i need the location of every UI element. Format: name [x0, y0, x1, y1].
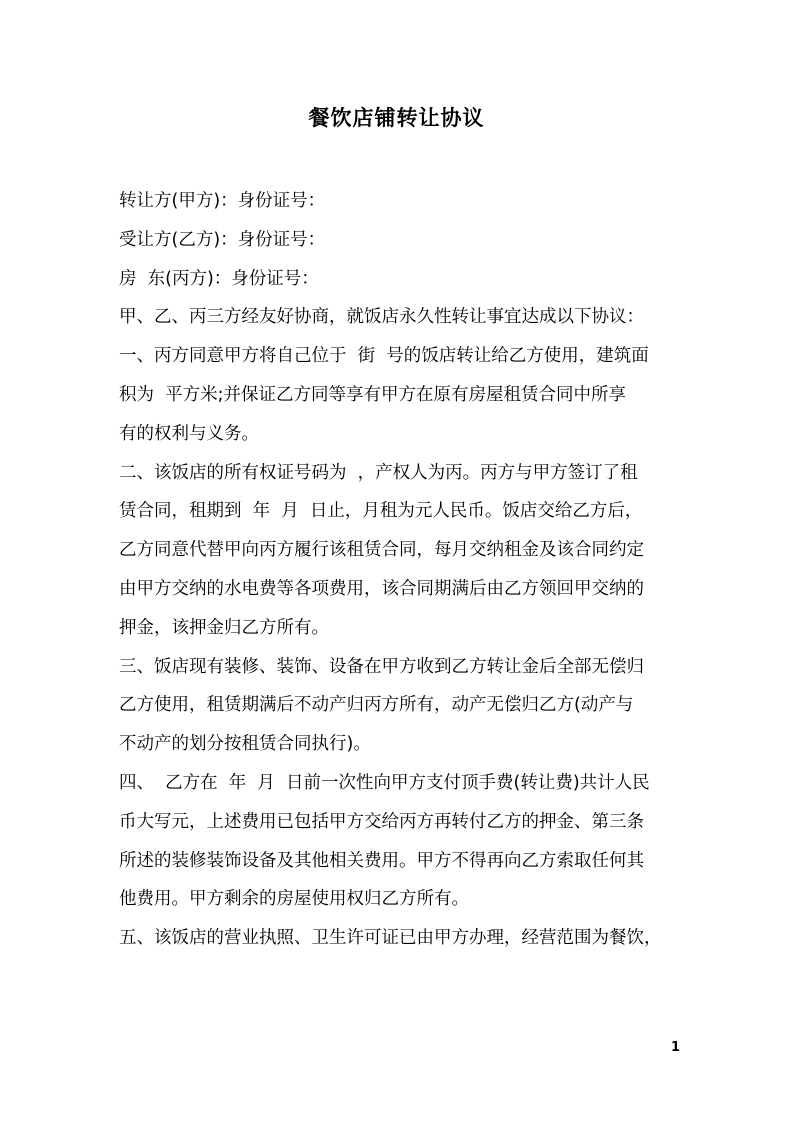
body-line: 不动产的划分按租赁合同执行)。 — [119, 734, 371, 755]
body-line: 乙方同意代替甲向丙方履行该租赁合同，每月交纳租金及该合同约定 — [119, 540, 644, 561]
body-line: 一、丙方同意甲方将自己位于 街 号的饭店转让给乙方使用，建筑面 — [119, 346, 649, 367]
body-line: 四、 乙方在 年 月 日前一次性向甲方支付顶手费(转让费)共计人民 — [119, 772, 650, 793]
body-line: 他费用。甲方剩余的房屋使用权归乙方所有。 — [119, 889, 469, 910]
document-title: 餐饮店铺转让协议 — [308, 106, 485, 130]
document-body — [119, 182, 679, 958]
body-line: 积为 平方米;并保证乙方同等享有甲方在原有房屋租赁合同中所享 — [119, 384, 627, 405]
body-line: 受让方(乙方)：身份证号： — [119, 229, 326, 250]
body-line: 押金，该押金归乙方所有。 — [119, 617, 329, 638]
page-number: 1 — [670, 1040, 680, 1055]
body-line: 有的权利与义务。 — [119, 423, 259, 444]
body-line: 二、该饭店的所有权证号码为 ，产权人为丙。丙方与甲方签订了租 — [119, 462, 638, 483]
body-line: 所述的装修装饰设备及其他相关费用。甲方不得再向乙方索取任何其 — [119, 850, 644, 871]
body-line: 由甲方交纳的水电费等各项费用，该合同期满后由乙方领回甲交纳的 — [119, 578, 644, 599]
body-line: 甲、乙、丙三方经友好协商，就饭店永久性转让事宜达成以下协议： — [119, 307, 644, 328]
body-line: 赁合同，租期到 年 月 日止，月租为元人民币。饭店交给乙方后， — [119, 501, 643, 522]
body-line: 五、该饭店的营业执照、卫生许可证已由甲方办理，经营范围为餐饮， — [119, 928, 662, 949]
body-line: 币大写元，上述费用已包括甲方交给丙方再转付乙方的押金、第三条 — [119, 811, 644, 832]
body-line: 三、饭店现有装修、装饰、设备在甲方收到乙方转让金后全部无偿归 — [119, 656, 644, 677]
body-line: 房 东(丙方)：身份证号： — [119, 268, 319, 289]
body-line: 转让方(甲方)：身份证号： — [119, 191, 326, 211]
body-line: 乙方使用，租赁期满后不动产归丙方所有，动产无偿归乙方(动产与 — [119, 695, 634, 716]
